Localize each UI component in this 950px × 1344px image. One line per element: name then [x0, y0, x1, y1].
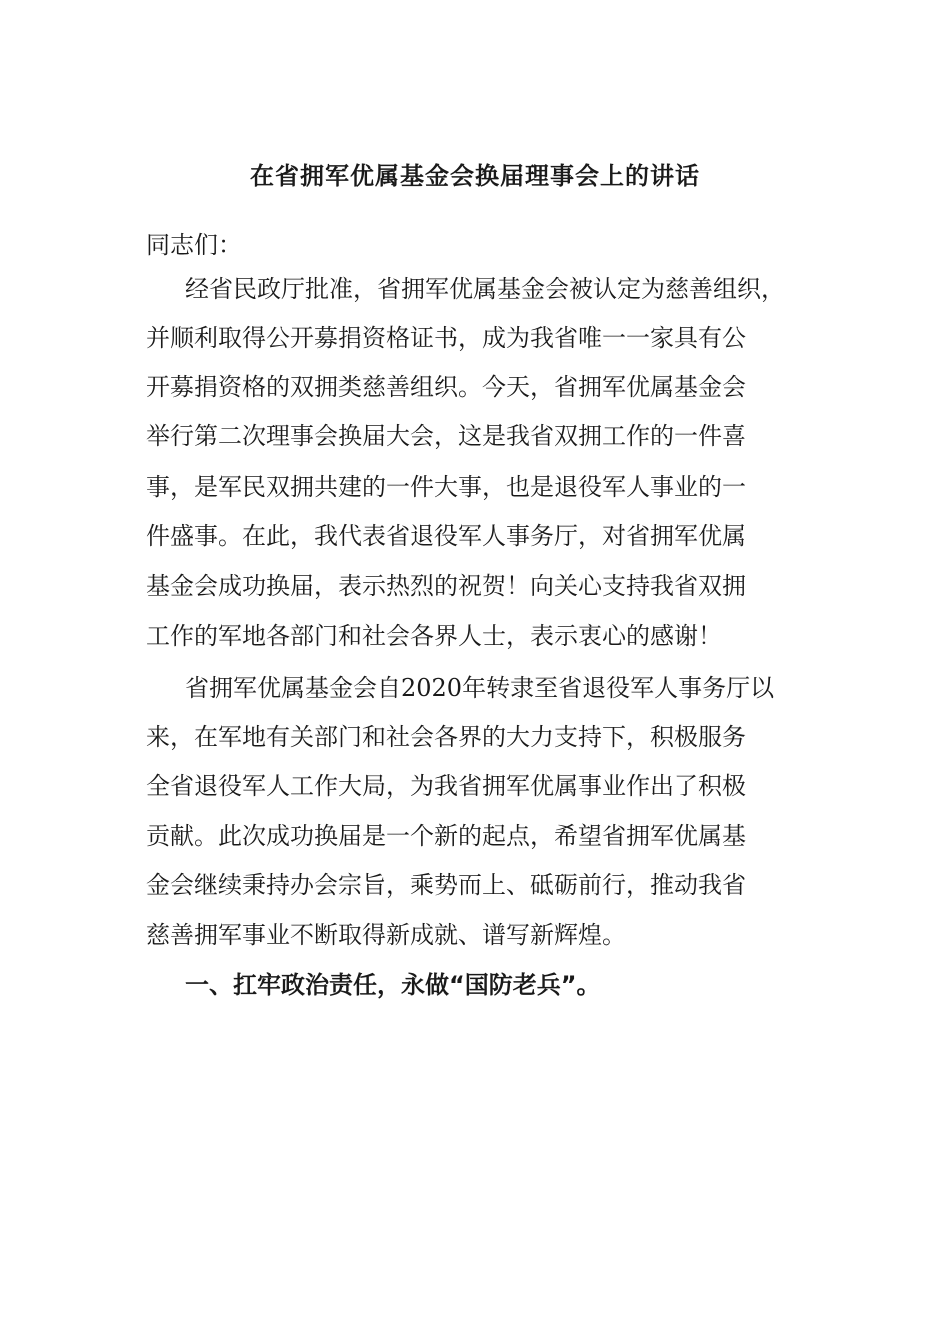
paragraph-1-line-1: 经省民政厅批准，省拥军优属基金会被认定为慈善组织， — [185, 275, 785, 303]
section-heading: 一、扛牢政治责任，永做“国防老兵”。 — [185, 971, 601, 999]
paragraph-1-line-5: 事，是军民双拥共建的一件大事，也是退役军人事业的一 — [146, 473, 746, 501]
salutation: 同志们： — [146, 231, 242, 259]
paragraph-1-line-6: 件盛事。在此，我代表省退役军人事务厅，对省拥军优属 — [146, 522, 746, 550]
paragraph-1-line-3: 开募捐资格的双拥类慈善组织。今天，省拥军优属基金会 — [146, 373, 746, 401]
paragraph-2-line-4: 贡献。此次成功换届是一个新的起点，希望省拥军优属基 — [146, 822, 746, 850]
paragraph-1-line-8: 工作的军地各部门和社会各界人士，表示衷心的感谢！ — [146, 622, 722, 650]
document-title: 在省拥军优属基金会换届理事会上的讲话 — [250, 162, 700, 190]
paragraph-1-line-7: 基金会成功换届，表示热烈的祝贺！向关心支持我省双拥 — [146, 572, 746, 600]
paragraph-2-line-6: 慈善拥军事业不断取得新成就、谱写新辉煌。 — [146, 921, 626, 949]
paragraph-1-line-4: 举行第二次理事会换届大会，这是我省双拥工作的一件喜 — [146, 422, 746, 450]
paragraph-2-line-5: 金会继续秉持办会宗旨，乘势而上、砥砺前行，推动我省 — [146, 871, 746, 899]
paragraph-2-line-3: 全省退役军人工作大局，为我省拥军优属事业作出了积极 — [146, 772, 746, 800]
paragraph-2-line-2: 来，在军地有关部门和社会各界的大力支持下，积极服务 — [146, 723, 746, 751]
paragraph-2-line-1: 省拥军优属基金会自2020年转隶至省退役军人事务厅以 — [185, 674, 775, 702]
paragraph-1-line-2: 并顺利取得公开募捐资格证书，成为我省唯一一家具有公 — [146, 324, 746, 352]
